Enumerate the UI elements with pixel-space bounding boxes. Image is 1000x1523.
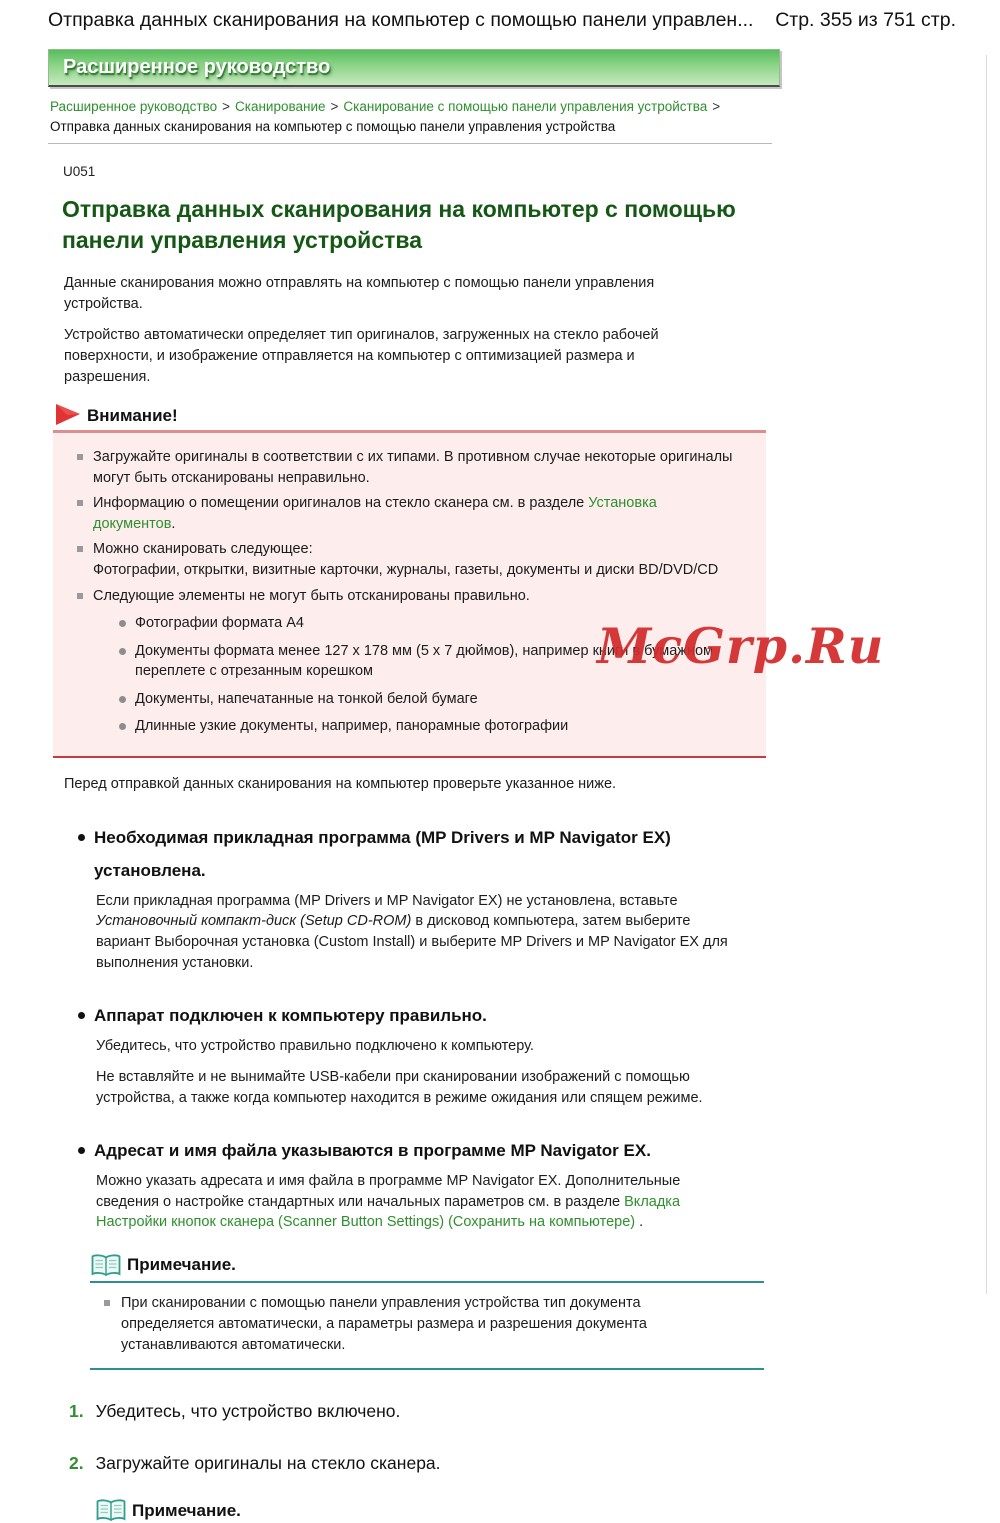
warning-item — [77, 539, 743, 580]
check-section-destination — [78, 1134, 1000, 1370]
note-book-icon — [95, 1498, 127, 1523]
note-bottom-rule — [90, 1368, 764, 1370]
window-header — [0, 0, 1000, 32]
section-body-text: . — [635, 1214, 644, 1231]
intro-paragraph: Данные сканирования можно отправлять на компьютер с помощью панели управления устройства. — [64, 275, 655, 312]
breadcrumb-link-panel-scanning[interactable]: Сканирование с помощью панели управления устройства — [343, 99, 708, 114]
section-body: Не вставляйте и не вынимайте USB-кабели при сканировании изображений с помощью устройства, а также когда компьютер находится в режиме ожидания или спящем режиме. — [96, 1068, 703, 1106]
section-body-text: в дисковод компьютера, затем выберите вариант Выборочная установка (Custom Install) и выберите MP Drivers и MP Navigator EX для выполнения установки. — [96, 913, 728, 971]
link-scanner-button-settings[interactable]: Вкладка Настройки кнопок сканера (Scanner Button Settings) (Сохранить на компьютере) — [96, 1193, 681, 1231]
breadcrumb-divider — [48, 143, 772, 144]
note-item — [104, 1293, 681, 1356]
breadcrumb-current-page: Отправка данных сканирования на компьютер с помощью панели управления устройства — [50, 118, 616, 134]
header-page-info: Стр. 355 из 751 стр. — [775, 9, 956, 31]
warning-header — [55, 404, 1000, 427]
article-code: U051 — [63, 164, 96, 180]
section-heading: Необходимая прикладная программа (MP Drivers и MP Navigator EX) установлена. — [94, 827, 671, 880]
check-section-connection — [78, 999, 1000, 1108]
manual-banner-label: Расширенное руководство — [63, 56, 331, 78]
step-number: 1. — [69, 1401, 84, 1422]
warning-subitem — [119, 716, 755, 737]
section-heading: Аппарат подключен к компьютеру правильно. — [94, 1006, 487, 1026]
warning-item-text: Информацию о помещении оригиналов на стекло сканера см. в разделе — [93, 495, 589, 512]
warning-item-text: Фотографии, открытки, визитные карточки, журналы, газеты, документы и диски BD/DVD/CD — [93, 562, 719, 578]
section-body — [96, 891, 746, 973]
section-body-text: Если прикладная программа (MP Drivers и MP Navigator EX) не установлена, вставьте — [96, 892, 678, 909]
breadcrumb-link-scanning[interactable]: Сканирование — [235, 99, 326, 114]
note-header — [90, 1253, 764, 1278]
manual-banner — [48, 49, 780, 87]
intro-paragraph: Устройство автоматически определяет тип оригиналов, загруженных на стекло рабочей поверхности, и изображение отправляется на компьютер с оптимизацией размера и разрешения. — [64, 327, 659, 385]
note-item-text: При сканировании с помощью панели управления устройства тип документа определяется автоматически, а параметры размера и разрешения документа устанавливаются автоматически. — [121, 1294, 647, 1353]
breadcrumb-separator: > — [330, 99, 339, 114]
warning-flag-icon — [55, 404, 81, 427]
warning-subitem — [119, 689, 755, 710]
step-2 — [69, 1453, 1000, 1474]
note-header — [95, 1498, 1000, 1523]
link-placing-documents[interactable]: Установка документов — [93, 495, 657, 532]
warning-item-text: Следующие элементы не могут быть отсканированы правильно. — [93, 587, 530, 604]
warning-item — [77, 493, 743, 534]
step-number: 2. — [69, 1453, 84, 1474]
lead-paragraph: Перед отправкой данных сканирования на компьютер проверьте указанное ниже. — [64, 776, 617, 793]
warning-item-text: Можно сканировать следующее: — [93, 541, 313, 558]
section-heading: Адресат и имя файла указываются в программе MP Navigator EX. — [94, 1141, 651, 1161]
warning-subitem-text: Длинные узкие документы, например, панорамные фотографии — [135, 718, 569, 735]
note-title: Примечание. — [127, 1255, 236, 1275]
section-body-text: Можно указать адресата и имя файла в программе MP Navigator EX. Дополнительные сведения о настройке стандартных или начальных параметров см. в разделе — [96, 1173, 681, 1210]
note-top-rule — [90, 1281, 764, 1283]
section-body — [96, 1171, 714, 1233]
breadcrumb-separator: > — [712, 99, 721, 114]
step-text: Убедитесь, что устройство включено. — [95, 1401, 401, 1422]
warning-item-text: Загружайте оригиналы в соответствии с их типами. В противном случае некоторые оригиналы могут быть отсканированы неправильно. — [93, 449, 733, 486]
warning-item-text: . — [171, 515, 176, 532]
breadcrumb — [50, 97, 780, 136]
step-1 — [69, 1401, 1000, 1422]
breadcrumb-separator: > — [222, 99, 231, 114]
page-title: Отправка данных сканирования на компьютер с помощью панели управления устройства — [62, 196, 736, 254]
warning-subitem-text: Документы формата менее 127 x 178 мм (5 x 7 дюймов), например книги в бумажном переплете с отрезанным корешком — [135, 642, 714, 680]
warning-title: Внимание! — [87, 405, 178, 425]
setup-cdrom-italic: Установочный компакт-диск (Setup CD-ROM) — [96, 913, 412, 930]
header-document-title: Отправка данных сканирования на компьютер с помощью панели управлен... — [48, 9, 754, 31]
warning-item — [77, 447, 743, 488]
breadcrumb-link-advanced-guide[interactable]: Расширенное руководство — [50, 99, 218, 114]
check-section-software — [78, 821, 1000, 974]
page-right-border — [986, 55, 987, 1294]
watermark: McGrp.Ru — [597, 617, 885, 675]
note-box — [90, 1253, 764, 1370]
warning-subitem-text: Фотографии формата A4 — [135, 615, 304, 632]
section-body: Убедитесь, что устройство правильно подключено к компьютеру. — [96, 1038, 534, 1055]
warning-subitem-text: Документы, напечатанные на тонкой белой бумаге — [135, 690, 478, 707]
step-text: Загружайте оригиналы на стекло сканера. — [95, 1453, 441, 1474]
note-book-icon — [90, 1253, 122, 1278]
warning-box — [53, 433, 766, 758]
note-title: Примечание. — [132, 1500, 241, 1520]
